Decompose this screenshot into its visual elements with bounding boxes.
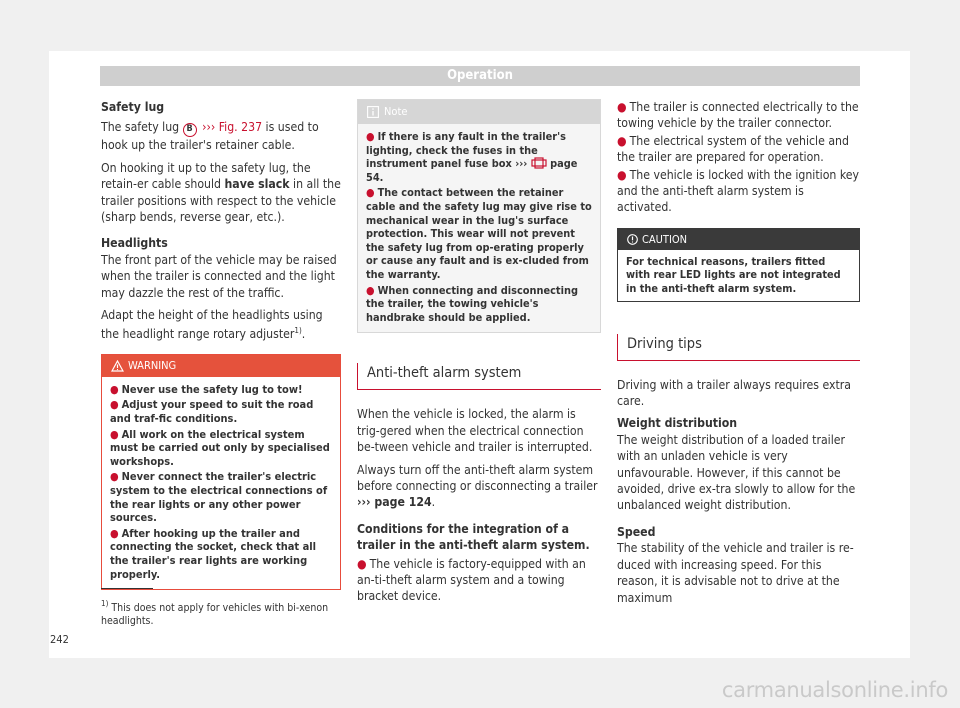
paragraph-retainer-cable	[101, 160, 341, 226]
paragraph-safety-lug	[101, 119, 341, 153]
warning-label: WARNING	[128, 358, 177, 372]
footnote	[101, 597, 341, 628]
list-item: ● The vehicle is factory-equipped with an an-ti-theft alarm system and a towing bracket device.	[357, 556, 586, 604]
text: The safety lug	[101, 120, 180, 135]
note-header	[358, 100, 600, 124]
watermark: carmanualsonline.info	[721, 678, 948, 702]
heading-headlights: Headlights	[101, 236, 168, 251]
bold-text: have slack	[224, 177, 290, 192]
page-reference-link[interactable]: ››› page 124	[357, 495, 432, 510]
footnote-marker: 1)	[294, 326, 302, 336]
column-2	[357, 99, 601, 611]
list-item: ● The electrical system of the vehicle and the trailer are prepared for operation.	[617, 133, 849, 165]
note-body	[358, 124, 600, 332]
paragraph-speed: The stability of the vehicle and trailer is re-duced with increasing speed. For this reason, it is advisable not to drive at the maximum	[617, 541, 854, 605]
warning-item: ● Never connect the trailer's electric system to the electrical connections of the rear lights or any other power sources.	[110, 470, 328, 525]
list-item: ● The trailer is connected electrically to the towing vehicle by the trailer connector.	[617, 100, 859, 131]
warning-item: ● All work on the electrical system must be carried out only by specialised workshops.	[110, 427, 330, 468]
warning-header	[102, 355, 340, 377]
warning-item: ● Adjust your speed to suit the road and traf-fic conditions.	[110, 398, 314, 426]
warning-item: ● After hooking up the trailer and connecting the socket, check that all the trailer's rear lights are working properly.	[110, 526, 317, 581]
note-item: ● When connecting and disconnecting the trailer, the towing vehicle's handbrake should be applied.	[366, 283, 578, 324]
heading-safety-lug: Safety lug	[101, 100, 165, 114]
footnote-number: 1)	[101, 599, 109, 608]
page-number: 242	[50, 633, 69, 646]
figure-reference-link[interactable]: ››› Fig. 237	[202, 120, 263, 135]
section-title-anti-theft: Anti-theft alarm system	[357, 363, 601, 390]
page-reference-link[interactable]: page 54.	[366, 157, 578, 184]
fuse-icon	[531, 157, 547, 169]
text: is used to hook up the trailer's retainer cable.	[101, 120, 319, 153]
caution-body: For technical reasons, trailers fitted with rear LED lights are not integrated in the anti-theft alarm system.	[626, 254, 841, 296]
callout-badge: B	[183, 123, 197, 137]
note-box	[357, 99, 601, 333]
caution-label: CAUTION	[642, 232, 688, 246]
note-item: ● If there is any fault in the trailer's lighting, check the fuses in the instrument panel fuse box ››› page 54.	[366, 130, 578, 184]
warning-body	[102, 377, 340, 589]
heading-speed: Speed	[617, 524, 656, 539]
note-item: ● The contact between the retainer cable and the safety lug may give rise to mechanical wear in the lug's surface protection. This wear will not prevent the safety lug from op-erating properly or cause any fault and is ex-cluded from the warranty.	[366, 186, 592, 281]
warning-triangle-icon	[111, 360, 124, 372]
info-icon	[367, 106, 379, 118]
text: in all the trailer positions with respect to the vehicle (sharp bends, reverse gear, etc.).	[101, 177, 341, 225]
section-title-driving-tips: Driving tips	[617, 334, 860, 361]
caution-circle-icon	[627, 234, 638, 245]
page-header: Operation	[100, 66, 860, 86]
warning-item: ● Never use the safety lug to tow!	[110, 382, 303, 396]
paragraph-adjuster	[101, 307, 341, 343]
column-1	[101, 99, 341, 590]
footnote-divider	[101, 588, 153, 589]
footnote-text: This does not apply for vehicles with bi-xenon headlights.	[101, 602, 329, 627]
paragraph-weight: The weight distribution of a loaded trailer with an unladen vehicle is very unfavourable. However, if this cannot be avoided, drive ex-tra slowly to allow for the unbalanced weight distribution.	[617, 432, 856, 513]
paragraph-alarm: When the vehicle is locked, the alarm is trig-gered when the electrical connection be-tween vehicle and trailer is interrupted.	[357, 407, 593, 455]
text: On hooking it up to the safety lug, the retain-er cable should	[101, 160, 311, 192]
heading-conditions: Conditions for the integration of a trailer in the anti-theft alarm system.	[357, 521, 590, 553]
warning-box	[101, 354, 341, 590]
heading-weight: Weight distribution	[617, 416, 738, 431]
paragraph-headlights: The front part of the vehicle may be raised when the trailer is connected and the light may dazzle the rest of the traffic.	[101, 252, 337, 300]
caution-header	[618, 229, 859, 250]
note-label: Note	[384, 105, 408, 118]
list-item: ● The vehicle is locked with the ignition key and the anti-theft alarm system is activated.	[617, 167, 859, 215]
text: Adapt the height of the headlights using the headlight range rotary adjuster	[101, 308, 323, 342]
paragraph-driving: Driving with a trailer always requires extra care.	[617, 377, 852, 409]
text: .	[301, 327, 306, 342]
paragraph-turn-off: Always turn off the anti-theft alarm system before connecting or disconnecting a trailer ››› page 124.	[357, 462, 598, 510]
caution-box	[617, 228, 860, 302]
column-3	[617, 99, 860, 612]
